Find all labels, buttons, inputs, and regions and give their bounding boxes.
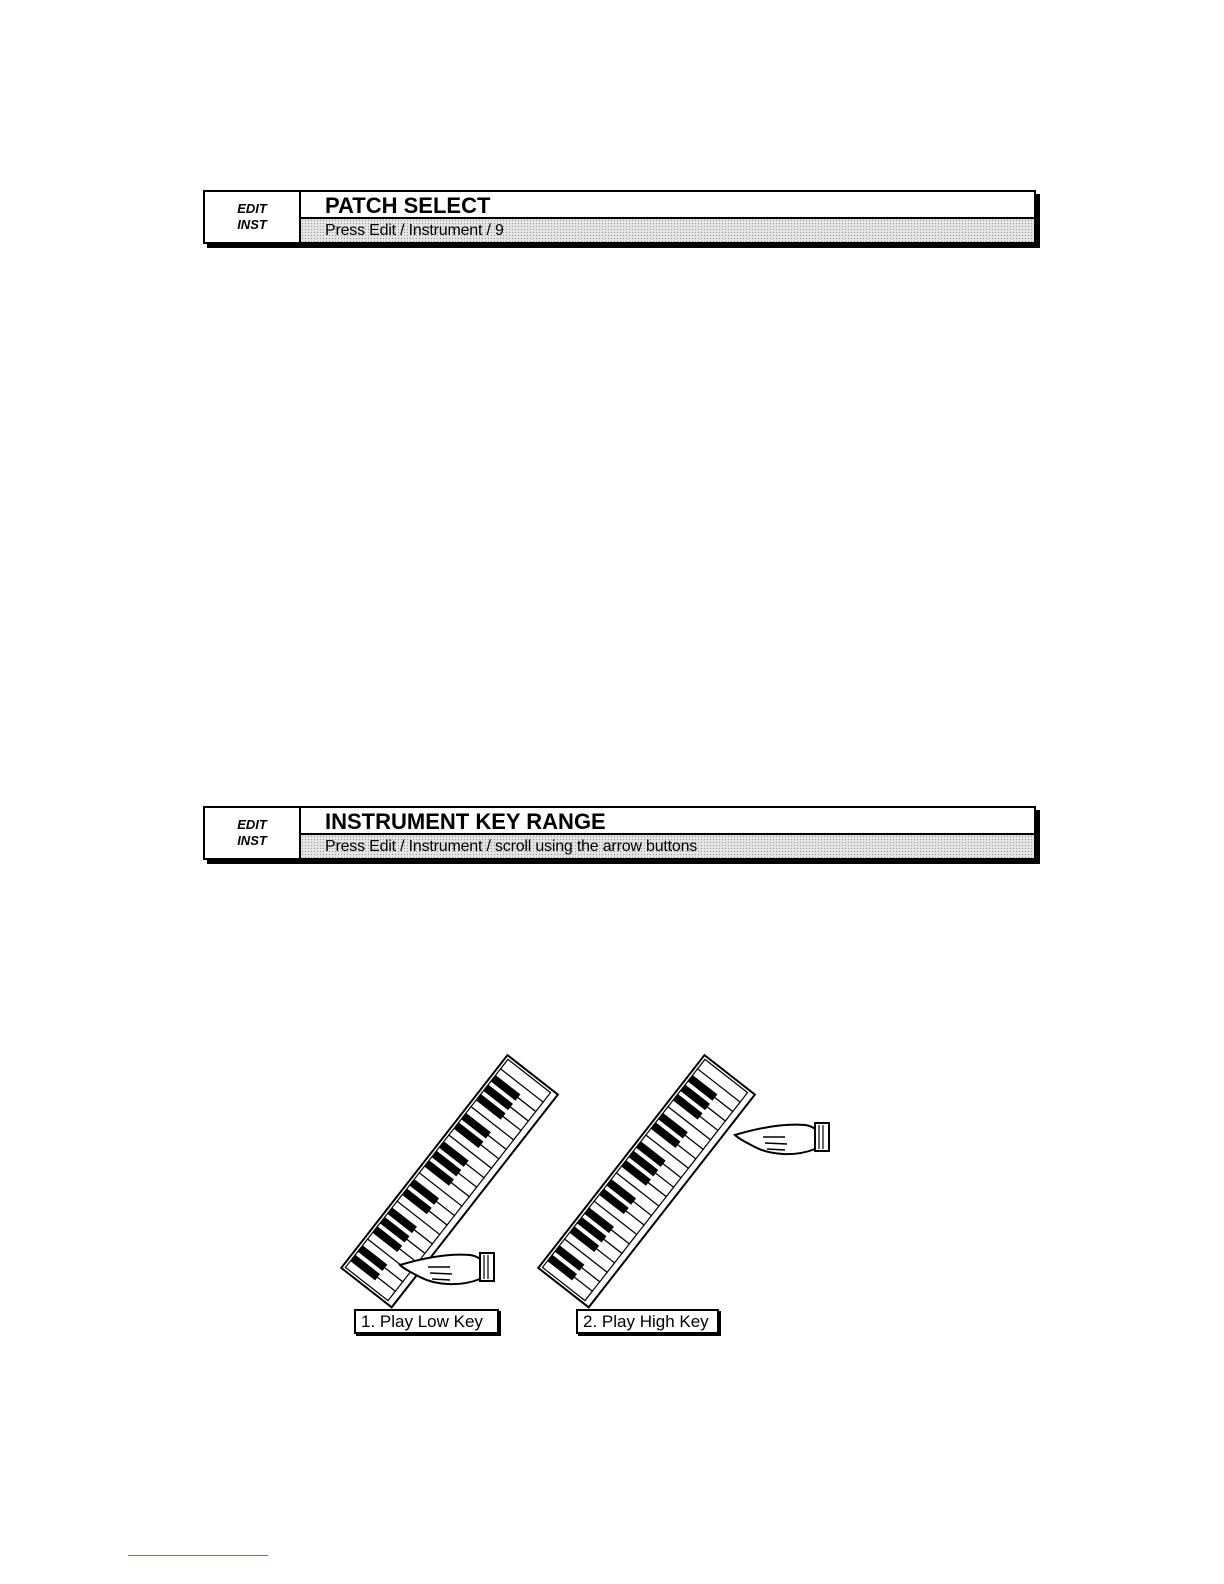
mode-label-edit: EDIT: [237, 201, 267, 216]
caption-play-high-key: 2. Play High Key: [576, 1309, 719, 1334]
keyboard-high: [538, 1055, 755, 1307]
button-path-text: Press Edit / Instrument / scroll using the arrow buttons: [325, 838, 698, 855]
button-path-text: Press Edit / Instrument / 9: [325, 222, 504, 239]
mode-label-edit: EDIT: [237, 817, 267, 832]
mode-label-inst: INST: [237, 833, 267, 848]
hand-high-key: [735, 1123, 829, 1154]
section-title: INSTRUMENT KEY RANGE: [301, 808, 1034, 835]
footnote-rule: [128, 1555, 268, 1556]
section-title: PATCH SELECT: [301, 192, 1034, 219]
mode-label-inst: INST: [237, 217, 267, 232]
caption-play-low-key: 1. Play Low Key: [354, 1309, 499, 1334]
